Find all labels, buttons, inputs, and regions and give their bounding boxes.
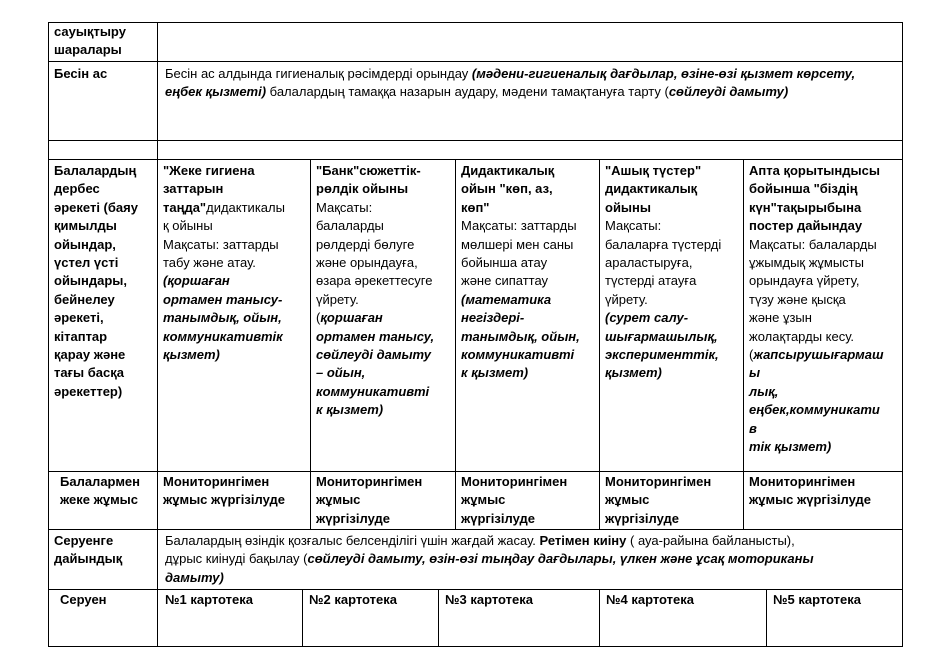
row-label-health: сауықтыру шаралары bbox=[54, 24, 126, 58]
walk-preparation-text bbox=[165, 532, 895, 587]
table-border bbox=[310, 159, 311, 530]
text-run: Дидактикалық ойын "көп, аз, көп" bbox=[461, 163, 555, 215]
individual-work-cell-2: Мониторингімен жұмыс жүргізілуде bbox=[316, 474, 423, 526]
text-run: Балалардың өзіндік қозғалыс белсенділігі үшін жағдай жасау. bbox=[165, 533, 540, 548]
table-border bbox=[48, 140, 903, 141]
table-border bbox=[48, 22, 49, 647]
table-border bbox=[48, 22, 903, 23]
table-border bbox=[438, 589, 439, 647]
text-run: (математика негіздері- танымдық, ойын, коммуникативті к қызмет) bbox=[461, 291, 580, 381]
walk-card-5: №5 картотека bbox=[773, 592, 861, 607]
text-run: "Ашық түстер" дидактикалық ойыны bbox=[605, 163, 702, 215]
text-run: жапсырушығармаш ы лық, еңбек,коммуникати в тік қызмет) bbox=[749, 347, 884, 455]
table-border bbox=[743, 159, 744, 530]
text-run: Апта қорытындысы бойынша "біздің күн"тақырыбына постер дайындау bbox=[749, 163, 880, 234]
text-run: дидактикалы қ ойыны Мақсаты: заттарды табу және атау. bbox=[163, 199, 285, 271]
row-label-walk: Серуен bbox=[60, 592, 107, 607]
row-label-walk-preparation: Серуенге дайындық bbox=[54, 533, 123, 567]
activity-cell-1 bbox=[163, 162, 308, 364]
text-run: (қоршаған ортамен танысу- танымдық, ойын, коммуникативтік қызмет) bbox=[163, 273, 283, 363]
activity-cell-5 bbox=[749, 162, 901, 457]
table-border bbox=[766, 589, 767, 647]
table-border bbox=[48, 589, 903, 590]
afternoon-snack-text bbox=[165, 65, 895, 102]
table-border bbox=[599, 589, 600, 647]
activity-cell-2 bbox=[316, 162, 453, 420]
text-run: "Жеке гигиена заттарын таңда" bbox=[163, 163, 255, 215]
walk-card-1: №1 картотека bbox=[165, 592, 253, 607]
text-run: Мақсаты: заттарды мөлшері мен саны бойынша атау және сипаттау bbox=[461, 218, 577, 289]
table-border bbox=[48, 61, 903, 62]
text-run: Мақсаты: балаларды рөлдерді бөлуге және орындауға, өзара әрекеттесуге үйрету. ( bbox=[316, 199, 433, 326]
text-run: қоршаған ортамен танысу, сөйлеуді дамыту – ойын, коммуникативті к қызмет) bbox=[316, 310, 435, 418]
text-run: "Банк"сюжеттік- рөлдік ойыны bbox=[316, 163, 421, 197]
row-label-individual-work: Балалармен жеке жұмыс bbox=[60, 474, 141, 508]
text-run: Мақсаты: балаларға түстерді араластыруға, түстерді атауға үйрету. bbox=[605, 218, 722, 307]
table-border bbox=[302, 589, 303, 647]
walk-card-4: №4 картотека bbox=[606, 592, 694, 607]
text-run: Мақсаты: балаларды ұжымдық жұмысты орындауға үйрету, түзу және қысқа және ұзын жолақтарды кесу. ( bbox=[749, 236, 877, 363]
walk-card-3: №3 картотека bbox=[445, 592, 533, 607]
table-border bbox=[455, 159, 456, 530]
table-border bbox=[48, 471, 903, 472]
text-run: балалардың тамаққа назарын аудару, мәдени тамақтануға тарту ( bbox=[266, 84, 669, 100]
text-run: сөйлеуді дамыту, өзін-өзі тыңдау дағдылары, үлкен және ұсақ моториканы дамыту) bbox=[165, 551, 814, 585]
table-border bbox=[902, 22, 903, 647]
walk-card-2: №2 картотека bbox=[309, 592, 397, 607]
individual-work-cell-3: Мониторингімен жұмыс жүргізілуде bbox=[461, 474, 568, 526]
individual-work-cell-5: Мониторингімен жұмыс жүргізілуде bbox=[749, 474, 871, 508]
table-border bbox=[48, 646, 903, 647]
table-border bbox=[599, 159, 600, 530]
text-run: (сурет салу- шығармашылық, эксперименттік, қызмет) bbox=[605, 310, 719, 381]
text-run: сөйлеуді дамыту) bbox=[668, 84, 789, 100]
activity-cell-4 bbox=[605, 162, 742, 383]
row-label-independent-activity: Балалардың дербес әрекеті (баяу қимылды ойындар, үстел үсті ойындары, бейнелеу әрекеті, кітаптар қарау және тағы басқа әрекеттер) bbox=[54, 163, 138, 399]
individual-work-cell-4: Мониторингімен жұмыс жүргізілуде bbox=[605, 474, 712, 526]
table-border bbox=[48, 529, 903, 530]
text-run: Бесін ас алдында гигиеналық рәсімдерді орындау bbox=[165, 66, 472, 81]
text-run: (мәдени-гигиеналық дағдылар, өзіне-өзі қызмет көрсету, еңбек қызметі) bbox=[165, 66, 856, 100]
text-run: ( ауа-райына байланысты), дұрыс киінуді бақылау ( bbox=[165, 533, 795, 567]
row-label-afternoon-snack: Бесін ас bbox=[54, 66, 108, 81]
activity-cell-3 bbox=[461, 162, 598, 383]
text-run: Ретімен киіну bbox=[539, 533, 627, 548]
individual-work-cell-1: Мониторингімен жұмыс жүргізілуде bbox=[163, 474, 285, 508]
table-border bbox=[48, 159, 903, 160]
table-border bbox=[157, 22, 158, 647]
